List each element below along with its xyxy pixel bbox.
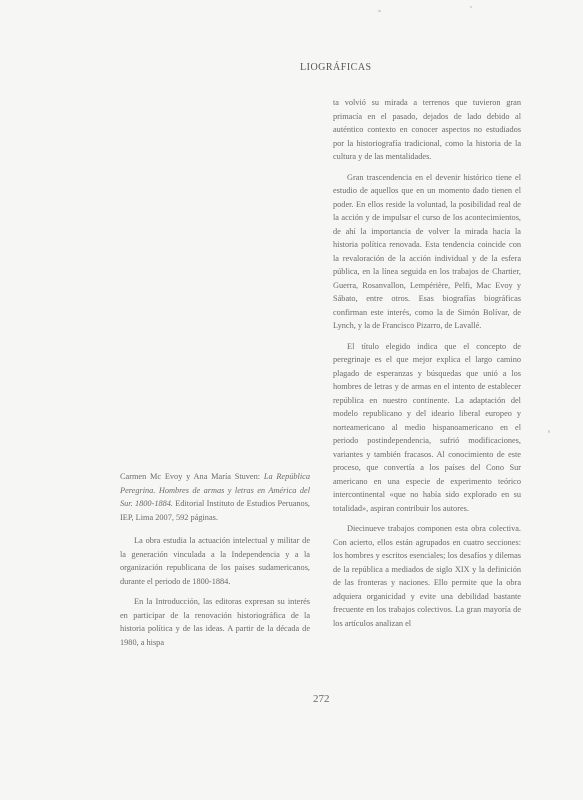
- scan-speck: [378, 10, 381, 12]
- paragraph: El título elegido indica que el concepto de peregrinaje es el que mejor explica el largo camino plagado de esperanzas y búsquedas que unió a los hombres de letras y de armas en el intento de establecer república en nuestro continente. La adaptación del modelo republicano y del ideario liberal europeo y norteamericano al medio hispanoamericano en el periodo postindependencia, sufrió modificaciones, variantes y también fracasos. Al conocimiento de este proceso, que convertía a los países del Cono Sur americano en una especie de experimento teórico intercontinental «que no había sido explorado en su totalidad», aspiran contribuir los autores.: [333, 341, 521, 513]
- right-column: [333, 96, 521, 637]
- paragraph: Gran trascendencia en el devenir histórico tiene el estudio de aquellos que en un momento dado tienen el poder. En ellos reside la voluntad, la posibilidad real de la acción y de impulsar el curso de los acontecimientos, de ahí la importancia de volver la mirada hacia la historia política renovada. Esta tendencia coincide con la revaloración de la acción individual y de la esfera pública, en la línea seguida en los trabajos de Chartier, Guerra, Rosanvallon, Lempérière, Pelfi, Mac Evoy y Sábato, entre otros. Esas biografías biográficas confirman este interés, como la de Simón Bolívar, de Lynch, y la de Francisco Pizarro, de Lavallé.: [333, 172, 521, 330]
- paragraph: ta volvió su mirada a terrenos que tuvieron gran primacía en el pasado, dejados de lado debido al auténtico contexto en conocer aspectos no estudiados por la historiografía tradicional, como la historia de la cultura y de las mentalidades.: [333, 98, 521, 161]
- paragraph: La obra estudia la actuación intelectual y militar de la generación vinculada a la Independencia y a la organización republicana de los países sudamericanos, durante el periodo de 1800-1884.: [120, 536, 310, 586]
- running-header: LIOGRÁFICAS: [300, 62, 372, 73]
- citation-title: La República Peregrina. Hombres de armas y letras en América del Sur. 1800-1884.: [120, 472, 310, 508]
- scan-speck: [548, 430, 550, 433]
- scan-speck: [470, 6, 472, 8]
- left-column: [120, 470, 310, 656]
- citation-authors: Carmen Mc Evoy y Ana María Stuven:: [120, 472, 264, 481]
- paragraph: En la Introducción, las editoras expresan su interés en participar de la renovación historiográfica de la historia política y de las ideas. A partir de la década de 1980, a hispa: [120, 597, 310, 647]
- book-citation: [120, 470, 310, 524]
- page-number: 272: [313, 693, 330, 705]
- paragraph: Diecinueve trabajos componen esta obra colectiva. Con acierto, ellos están agrupados en cuatro secciones: los hombres y escritos esenciales; los desafíos y dilemas de la república a mediados de siglo XIX y la definición de las fronteras y naciones. Ello permite que la obra adquiera organicidad y evite una debilidad bastante frecuente en los trabajos colectivos. La gran mayoría de los artículos analizan el: [333, 524, 521, 628]
- citation-publisher: Editorial Instituto de Estudios Peruanos, IEP, Lima 2007, 592 páginas.: [120, 499, 311, 522]
